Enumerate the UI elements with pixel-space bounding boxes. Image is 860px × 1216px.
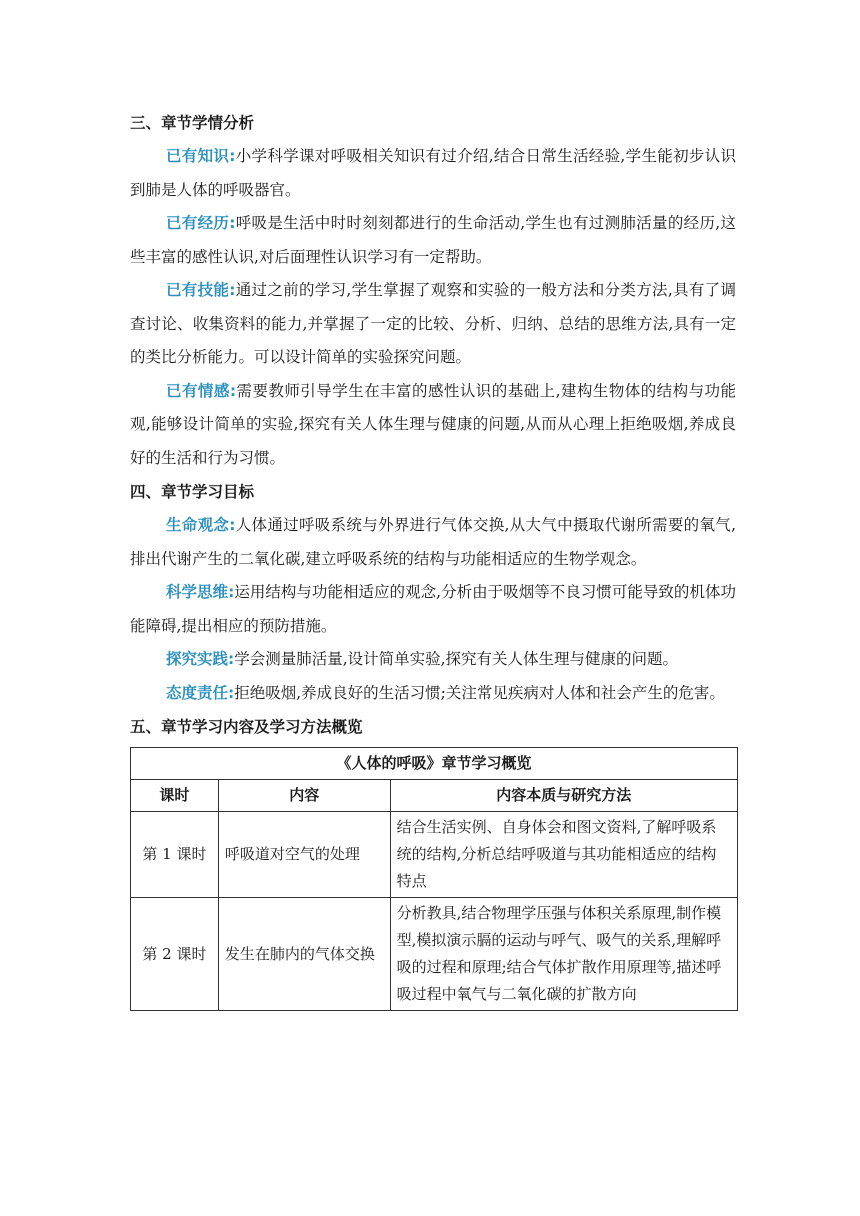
method-cell: 结合生活实例、自身体会和图文资料,了解呼吸系统的结构,分析总结呼吸道与其功能相适应的结构特点 [390, 812, 737, 898]
column-header: 内容本质与研究方法 [390, 780, 737, 812]
paragraph-text: 通过之前的学习,学生掌握了观察和实验的一般方法和分类方法,具有了调查讨论、收集资料的能力,并掌握了一定的比较、分析、归纳、总结的思维方法,具有一定的类比分析能力。可以设计简单的实验探究问题。 [130, 281, 736, 366]
document-page [130, 106, 736, 1011]
table-header-row [131, 780, 738, 812]
paragraph [130, 643, 736, 677]
paragraph-text: 学会测量肺活量,设计简单实验,探究有关人体生理与健康的问题。 [234, 650, 679, 668]
overview-table [130, 747, 738, 1011]
keyword-label: 已有经历: [166, 214, 236, 232]
paragraph [130, 274, 736, 375]
section-heading: 五、章节学习内容及学习方法概览 [130, 718, 363, 736]
paragraph [130, 207, 736, 274]
table-row [131, 898, 738, 1011]
table-title-row [131, 748, 738, 780]
table-title: 《人体的呼吸》章节学习概览 [131, 748, 738, 780]
keyword-label: 已有技能: [166, 281, 236, 299]
paragraph-text: 人体通过呼吸系统与外界进行气体交换,从大气中摄取代谢所需要的氧气,排出代谢产生的二氧化碳,建立呼吸系统的结构与功能相适应的生物学观念。 [130, 516, 736, 568]
paragraph-text: 需要教师引导学生在丰富的感性认识的基础上,建构生物体的结构与功能观,能够设计简单的实验,探究有关人体生理与健康的问题,从而从心理上拒绝吸烟,养成良好的生活和行为习惯。 [130, 381, 737, 467]
keyword-label: 已有情感: [166, 381, 237, 400]
paragraph [130, 140, 736, 207]
content-cell: 发生在肺内的气体交换 [218, 898, 390, 1011]
lesson-cell: 第 2 课时 [131, 898, 219, 1011]
keyword-label: 态度责任: [166, 683, 235, 702]
section-heading: 三、章节学情分析 [130, 114, 255, 132]
paragraph [130, 509, 736, 576]
paragraph [130, 375, 736, 476]
column-header: 课时 [131, 780, 219, 812]
keyword-label: 探究实践: [166, 650, 235, 668]
paragraph-text: 运用结构与功能相适应的观念,分析由于吸烟等不良习惯可能导致的机体功能障碍,提出相应的预防措施。 [130, 583, 736, 635]
table-row [131, 812, 738, 898]
paragraph-text: 小学科学课对呼吸相关知识有过介绍,结合日常生活经验,学生能初步认识到肺是人体的呼吸器官。 [130, 147, 736, 199]
lesson-cell: 第 1 课时 [131, 812, 219, 898]
paragraph-text: 呼吸是生活中时时刻刻都进行的生命活动,学生也有过测肺活量的经历,这些丰富的感性认识,对后面理性认识学习有一定帮助。 [130, 214, 736, 266]
method-cell: 分析教具,结合物理学压强与体积关系原理,制作模型,模拟演示膈的运动与呼气、吸气的关系,理解呼吸的过程和原理;结合气体扩散作用原理等,描述呼吸过程中氧气与二氧化碳的扩散方向 [390, 898, 737, 1011]
paragraph-text: 拒绝吸烟,养成良好的生活习惯;关注常见疾病对人体和社会产生的危害。 [234, 683, 725, 702]
content-cell: 呼吸道对空气的处理 [218, 812, 390, 898]
column-header: 内容 [218, 780, 390, 812]
keyword-label: 生命观念: [166, 516, 236, 534]
paragraph [130, 576, 736, 643]
paragraph [130, 677, 736, 711]
keyword-label: 科学思维: [166, 583, 235, 601]
section-heading: 四、章节学习目标 [130, 483, 255, 501]
keyword-label: 已有知识: [166, 147, 236, 165]
